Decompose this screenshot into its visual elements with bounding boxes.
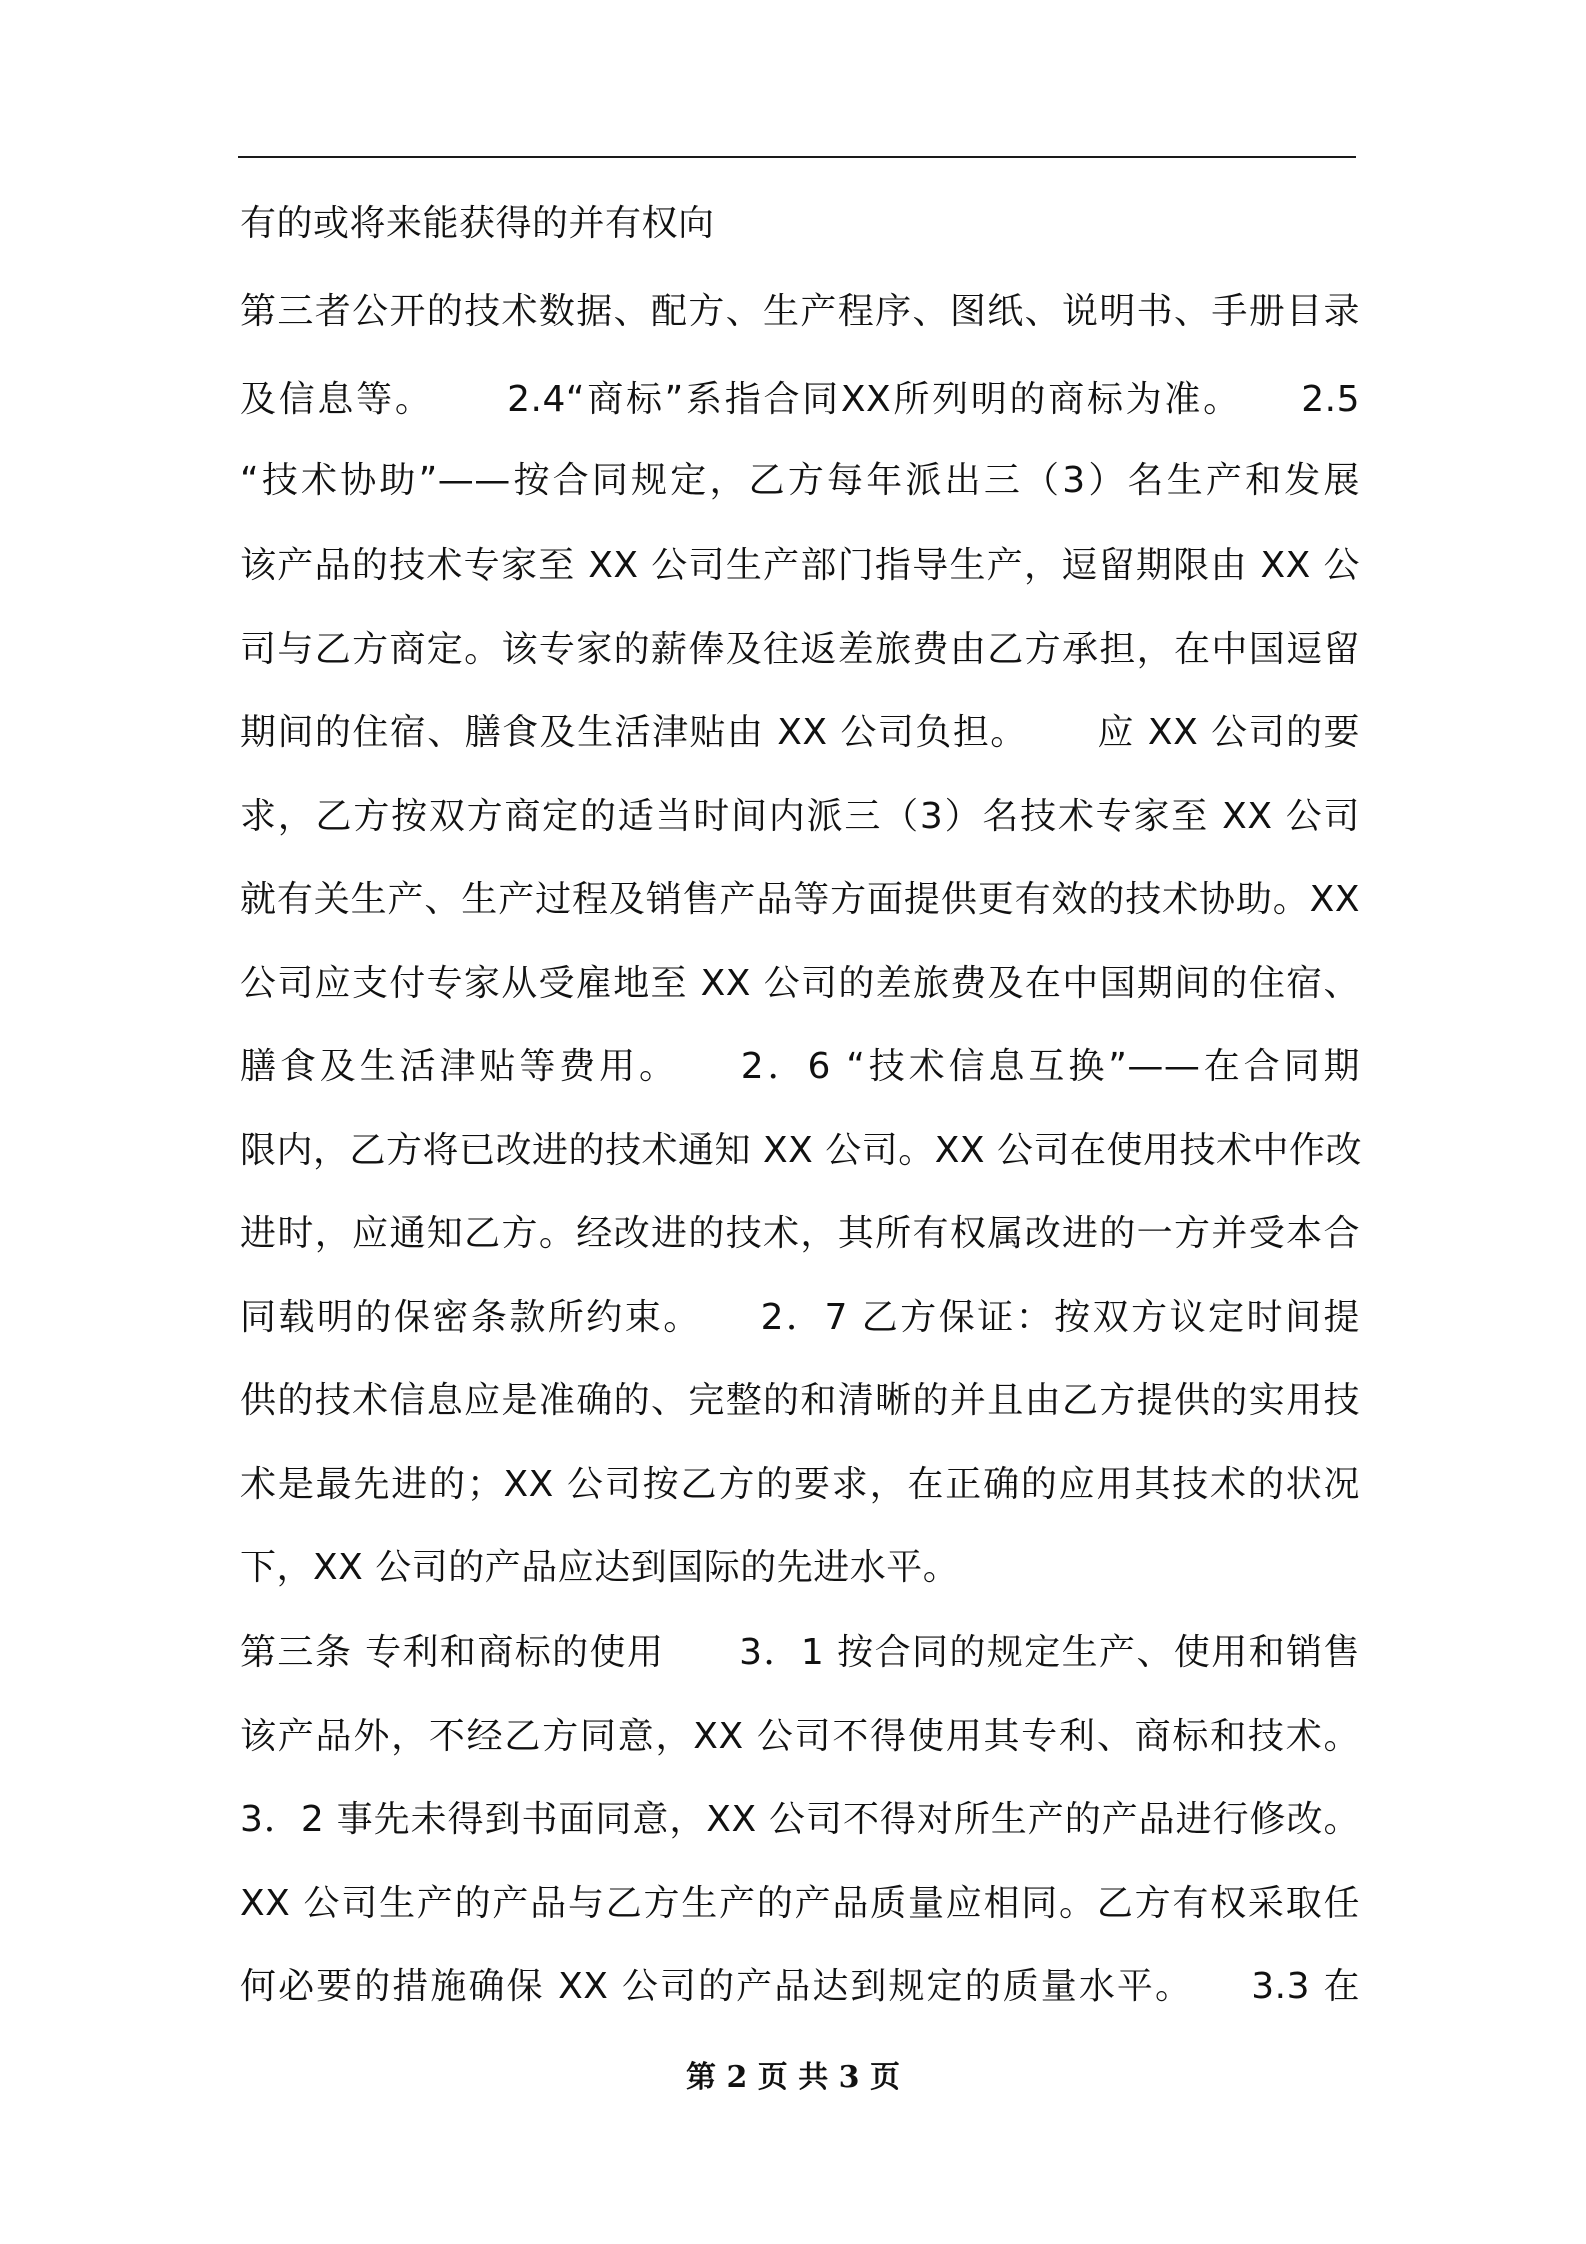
text-line: 就有关生产、生产过程及销售产品等方面提供更有效的技术协助。XX [240, 879, 1360, 920]
text-line: 3．2 事先未得到书面同意，XX 公司不得对所生产的产品进行修改。 [240, 1799, 1360, 1840]
text-line: 司与乙方商定。该专家的薪俸及往返差旅费由乙方承担，在中国逗留 [240, 629, 1360, 670]
text-line: 该产品外，不经乙方同意，XX 公司不得使用其专利、商标和技术。 [240, 1716, 1360, 1757]
text-line: 下，XX 公司的产品应达到国际的先进水平。 [240, 1547, 960, 1588]
text-line: 有的或将来能获得的并有权向 [240, 203, 715, 244]
text-line: 公司应支付专家从受雇地至 XX 公司的差旅费及在中国期间的住宿、 [240, 963, 1360, 1004]
text-line: “技术协助”——按合同规定，乙方每年派出三（3）名生产和发展 [240, 460, 1360, 501]
text-line: 及信息等。 2.4“商标”系指合同XX所列明的商标为准。 2.5 [240, 379, 1360, 420]
text-line: XX 公司生产的产品与乙方生产的产品质量应相同。乙方有权采取任 [240, 1883, 1360, 1924]
text-line: 何必要的措施确保 XX 公司的产品达到规定的质量水平。 3.3 在 [240, 1966, 1360, 2007]
header-rule [238, 156, 1356, 158]
text-line: 第三者公开的技术数据、配方、生产程序、图纸、说明书、手册目录 [240, 291, 1360, 332]
text-line: 术是最先进的；XX 公司按乙方的要求，在正确的应用其技术的状况 [240, 1464, 1360, 1505]
text-line: 该产品的技术专家至 XX 公司生产部门指导生产，逗留期限由 XX 公 [240, 545, 1360, 586]
text-line: 进时，应通知乙方。经改进的技术，其所有权属改进的一方并受本合 [240, 1213, 1360, 1254]
text-line: 求，乙方按双方商定的适当时间内派三（3）名技术专家至 XX 公司 [240, 796, 1360, 837]
page-number: 第 2 页 共 3 页 [686, 2060, 900, 2095]
text-line: 限内，乙方将已改进的技术通知 XX 公司。XX 公司在使用技术中作改 [240, 1130, 1362, 1171]
text-line: 第三条 专利和商标的使用 3．1 按合同的规定生产、使用和销售 [240, 1632, 1360, 1673]
text-line: 供的技术信息应是准确的、完整的和清晰的并且由乙方提供的实用技 [240, 1380, 1360, 1421]
text-line: 膳食及生活津贴等费用。 2．6 “技术信息互换”——在合同期 [240, 1046, 1360, 1087]
text-line: 同载明的保密条款所约束。 2．7 乙方保证：按双方议定时间提 [240, 1297, 1360, 1338]
text-line: 期间的住宿、膳食及生活津贴由 XX 公司负担。 应 XX 公司的要 [240, 712, 1360, 753]
